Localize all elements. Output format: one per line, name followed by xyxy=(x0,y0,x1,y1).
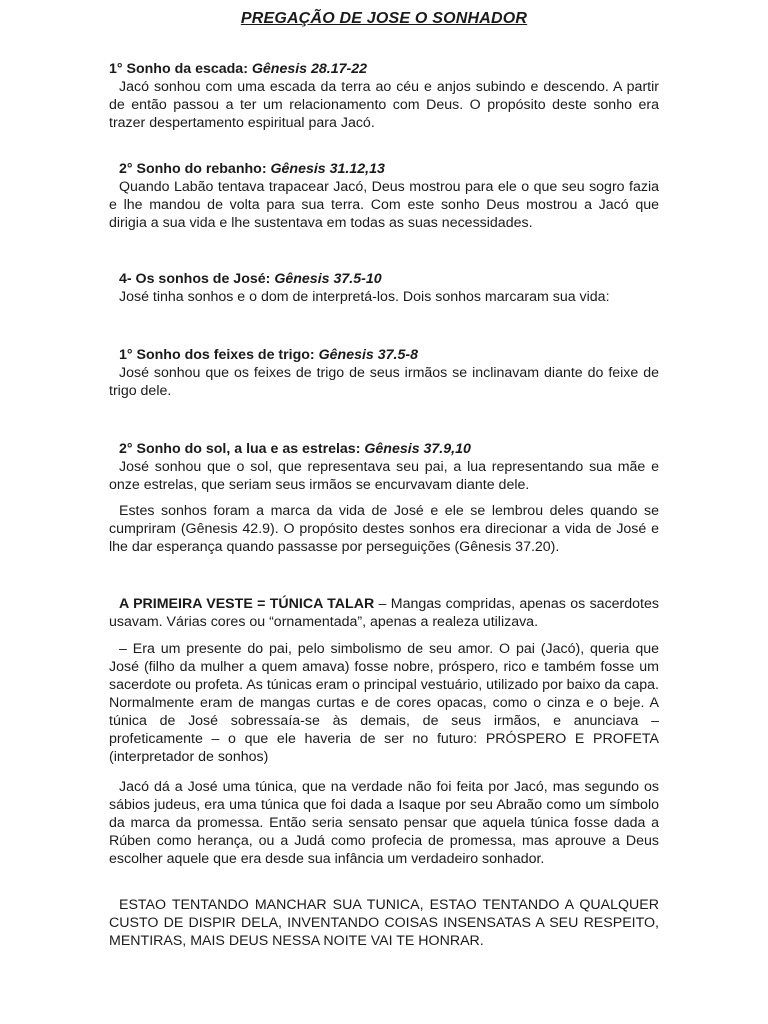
bible-reference: Gênesis 37.9,10 xyxy=(364,441,471,457)
section-body: Quando Labão tentava trapacear Jacó, Deus mostrou para ele o que seu sogro fazia e lhe mandou de volta para sua terra. Com este sonho Deus mostrou a Jacó que dirigia a sua vida e lhe sustentava em todas as suas necessidades. xyxy=(109,179,659,231)
section-heading-label: 2° Sonho do rebanho: xyxy=(119,161,271,177)
section-heading xyxy=(109,60,659,78)
garment-description: – Mangas compridas, apenas os sacerdotes usavam. Várias cores ou “ornamentada”, apenas a realeza utilizava. xyxy=(109,596,659,630)
section-body: José tinha sonhos e o dom de interpretá-los. Dois sonhos marcaram sua vida: xyxy=(119,289,610,305)
bible-reference: Gênesis 31.12,13 xyxy=(270,161,385,177)
section-joseph-dreams xyxy=(109,270,659,306)
bible-reference: Gênesis 37.5-8 xyxy=(318,347,418,363)
section-heading xyxy=(109,440,659,458)
section-dream-flock xyxy=(109,160,659,232)
section-heading xyxy=(109,160,659,178)
paragraph-gift: – Era um presente do pai, pelo simbolismo de seu amor. O pai (Jacó), queria que José (filho da mulher a quem amava) fosse nobre, próspero, rico e também fosse um sacerdote ou profeta. As túnicas eram o principal vestuário, utilizado por baixo da capa. Normalmente eram de mangas curtas e de cores opacas, como o cinza e o beje. A túnica de José sobressaía-se às demais, de seus irmãos, e anunciava – profeticamente – o que ele haveria de ser no futuro: PRÓSPERO E PROFETA (interpretador de sonhos) xyxy=(109,641,659,765)
section-heading-label: 2° Sonho do sol, a lua e as estrelas: xyxy=(119,441,365,457)
section-dream-sun-moon-stars xyxy=(109,440,659,494)
section-heading xyxy=(109,270,659,288)
section-dream-sheaves xyxy=(109,346,659,400)
section-heading-label: 4- Os sonhos de José: xyxy=(119,271,275,287)
paragraph-dream-marks: Estes sonhos foram a marca da vida de José e ele se lembrou deles quando se cumpriram (Gênesis 42.9). O propósito destes sonhos era direcionar a vida de José e lhe dar esperança quando passasse por perseguições (Gênesis 37.20). xyxy=(109,503,659,555)
bible-reference: Gênesis 28.17-22 xyxy=(251,61,368,77)
paragraph-closing: ESTAO TENTANDO MANCHAR SUA TUNICA, ESTAO TENTANDO A QUALQUER CUSTO DE DISPIR DELA, INVENTANDO COISAS INSENSATAS A SEU RESPEITO, MENTIRAS, MAIS DEUS NESSA NOITE VAI TE HONRAR. xyxy=(109,897,659,949)
section-body: Jacó sonhou com uma escada da terra ao céu e anjos subindo e descendo. A partir de então passou a ter um relacionamento com Deus. O propósito deste sonho era trazer despertamento espiritual para Jacó. xyxy=(109,79,659,131)
section-heading-label: 1° Sonho da escada: xyxy=(109,61,252,77)
paragraph-jacob-tunic: Jacó dá a José uma túnica, que na verdade não foi feita por Jacó, mas segundo os sábios judeus, era uma túnica que foi dada a Isaque por seu Abraão como um símbolo da marca da promessa. Então seria sensato pensar que aquela túnica fosse dada a Rúben como herança, ou a Judá como profecia de promessa, mas aprouve a Deus escolher aquele que era desde sua infância um verdadeiro sonhador. xyxy=(109,779,659,867)
section-heading-label: 1° Sonho dos feixes de trigo: xyxy=(119,347,319,363)
garment-title: A PRIMEIRA VESTE = TÚNICA TALAR xyxy=(119,596,375,612)
section-heading xyxy=(109,346,659,364)
paragraph-first-garment xyxy=(109,595,659,631)
section-body: José sonhou que o sol, que representava seu pai, a lua representando sua mãe e onze estrelas, que seriam seus irmãos se encurvavam diante dele. xyxy=(109,459,659,493)
section-dream-ladder xyxy=(109,60,659,132)
bible-reference: Gênesis 37.5-10 xyxy=(274,271,382,287)
page-title: PREGAÇÃO DE JOSE O SONHADOR xyxy=(240,10,528,27)
section-body: José sonhou que os feixes de trigo de seus irmãos se inclinavam diante do feixe de trigo dele. xyxy=(109,365,659,399)
